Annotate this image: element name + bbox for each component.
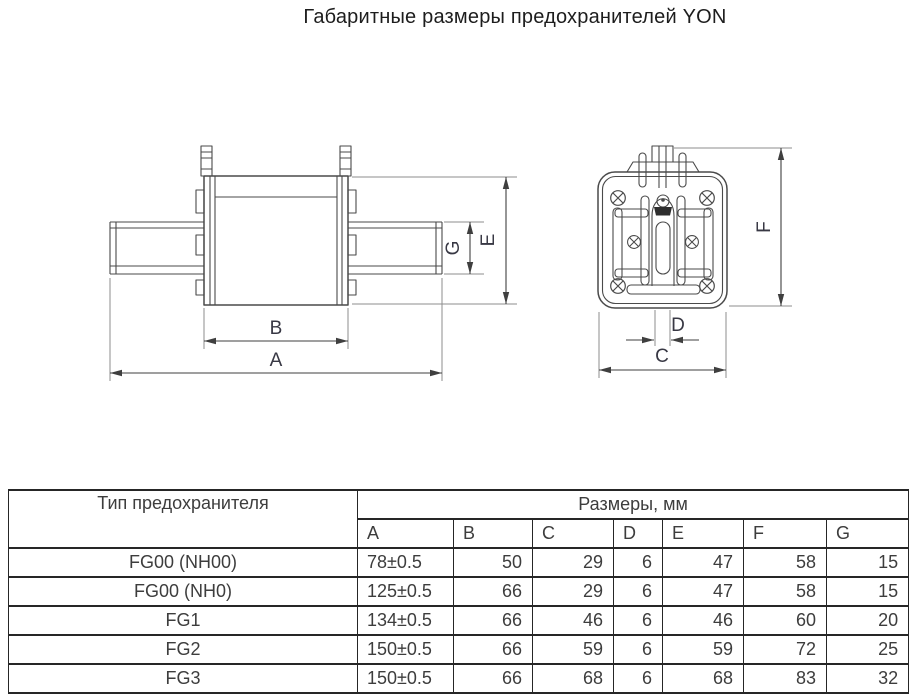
col-header-d: D [614, 519, 663, 548]
value-cell-c: 29 [533, 577, 614, 606]
table-row [9, 664, 909, 693]
dim-label-b: B [269, 318, 283, 339]
value-cell-g: 32 [827, 664, 909, 693]
value-cell-e: 47 [663, 577, 744, 606]
side-extension-lines [110, 177, 517, 381]
blown-fuse-indicator [652, 195, 674, 286]
value-cell-e: 47 [663, 548, 744, 577]
value-cell-g: 15 [827, 548, 909, 577]
value-cell-b: 66 [454, 577, 533, 606]
value-cell-d: 6 [614, 577, 663, 606]
dim-label-a: A [269, 350, 283, 371]
value-cell-e: 59 [663, 635, 744, 664]
col-header-b: B [454, 519, 533, 548]
front-grip-lug [639, 146, 686, 188]
dim-label-f: F [754, 221, 775, 233]
side-view-drawing [110, 146, 517, 381]
grip-lugs [201, 146, 351, 176]
value-cell-d: 6 [614, 548, 663, 577]
value-cell-b: 66 [454, 664, 533, 693]
fuse-type-cell: FG3 [9, 664, 358, 693]
value-cell-c: 59 [533, 635, 614, 664]
front-dimension-lines [599, 148, 781, 370]
col-header-e: E [663, 519, 744, 548]
value-cell-d: 6 [614, 606, 663, 635]
value-cell-e: 46 [663, 606, 744, 635]
value-cell-c: 29 [533, 548, 614, 577]
value-cell-g: 20 [827, 606, 909, 635]
page-title: Габаритные размеры предохранителей YON [303, 6, 727, 28]
table-row [9, 577, 909, 606]
value-cell-a: 134±0.5 [358, 606, 454, 635]
fuse-type-cell: FG1 [9, 606, 358, 635]
value-cell-f: 58 [744, 577, 827, 606]
front-view-drawing [598, 146, 792, 378]
col-header-a: A [358, 519, 454, 548]
screw-icons [611, 191, 715, 294]
col-header-f: F [744, 519, 827, 548]
col-header-g: G [827, 519, 909, 548]
dim-label-e: E [478, 233, 499, 247]
type-column-header: Тип предохранителя [9, 490, 358, 548]
value-cell-f: 58 [744, 548, 827, 577]
value-cell-a: 150±0.5 [358, 664, 454, 693]
value-cell-g: 25 [827, 635, 909, 664]
col-header-c: C [533, 519, 614, 548]
table-header-row [9, 490, 909, 519]
side-clips [196, 190, 356, 295]
table-row [9, 635, 909, 664]
right-blade-contact [348, 222, 442, 274]
value-cell-f: 83 [744, 664, 827, 693]
value-cell-f: 60 [744, 606, 827, 635]
fuse-body [204, 176, 348, 305]
dim-label-c: C [655, 346, 669, 367]
dim-label-d: D [671, 315, 685, 336]
value-cell-c: 46 [533, 606, 614, 635]
fuse-type-cell: FG00 (NH0) [9, 577, 358, 606]
dimensions-table [8, 489, 909, 694]
value-cell-g: 15 [827, 577, 909, 606]
dims-group-header: Размеры, мм [358, 490, 909, 519]
value-cell-a: 150±0.5 [358, 635, 454, 664]
value-cell-e: 68 [663, 664, 744, 693]
value-cell-b: 66 [454, 635, 533, 664]
value-cell-a: 78±0.5 [358, 548, 454, 577]
left-blade-contact [110, 222, 204, 274]
value-cell-b: 50 [454, 548, 533, 577]
value-cell-a: 125±0.5 [358, 577, 454, 606]
value-cell-d: 6 [614, 664, 663, 693]
fuse-type-cell: FG00 (NH00) [9, 548, 358, 577]
value-cell-b: 66 [454, 606, 533, 635]
value-cell-d: 6 [614, 635, 663, 664]
value-cell-c: 68 [533, 664, 614, 693]
table-row [9, 548, 909, 577]
side-dimension-lines [110, 177, 506, 373]
value-cell-f: 72 [744, 635, 827, 664]
front-extension-lines [599, 148, 792, 378]
fuse-type-cell: FG2 [9, 635, 358, 664]
dim-label-g: G [443, 240, 464, 256]
table-row [9, 606, 909, 635]
